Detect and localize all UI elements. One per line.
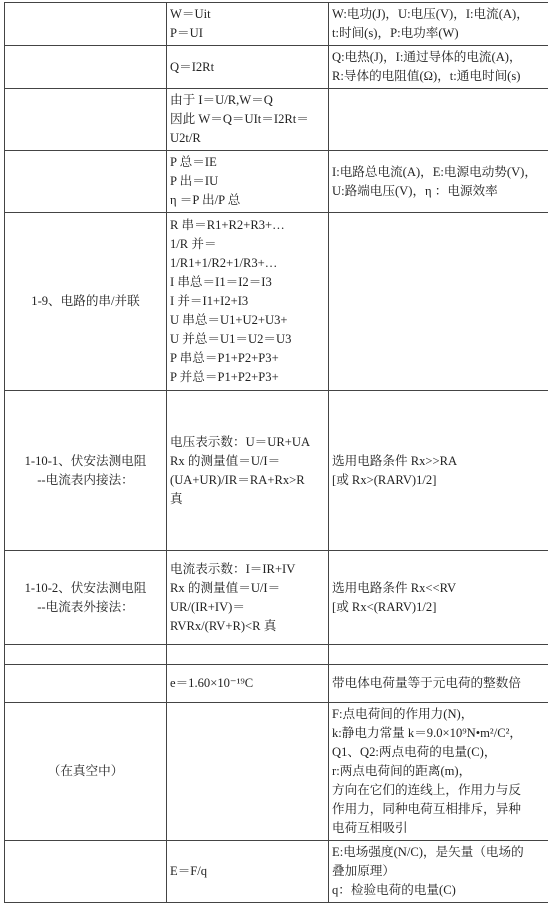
explanation-cell — [329, 665, 548, 703]
formula-table — [4, 2, 548, 903]
topic-cell — [5, 151, 167, 213]
topic-cell — [5, 551, 167, 645]
formula-cell — [167, 151, 329, 213]
formula-cell — [167, 703, 329, 841]
explanation-cell — [329, 645, 548, 665]
table-row — [5, 645, 548, 665]
cell-line: P＝UI — [170, 24, 325, 43]
topic-cell — [5, 703, 167, 841]
cell-line: W＝Uit — [170, 5, 325, 24]
cell-line: P 串总＝P1+P2+P3+ — [170, 349, 325, 368]
cell-line: (UA+UR)/IR＝RA+Rx>R — [170, 471, 325, 490]
cell-line: --电流表内接法： — [8, 471, 163, 490]
cell-line: η ＝P 出/P 总 — [170, 191, 325, 210]
cell-line: W:电功(J)，U:电压(V)，I:电流(A)， — [332, 5, 548, 24]
topic-cell — [5, 665, 167, 703]
cell-line: 电流表示数：I＝IR+IV — [170, 560, 325, 579]
formula-cell — [167, 645, 329, 665]
topic-cell — [5, 213, 167, 391]
cell-line: P 总＝IE — [170, 153, 325, 172]
cell-line: 因此 W＝Q＝UIt＝I2Rt＝ — [170, 110, 325, 129]
cell-line: Q＝I2Rt — [170, 58, 325, 77]
explanation-cell — [329, 151, 548, 213]
topic-cell — [5, 3, 167, 46]
cell-line: E:电场强度(N/C)，是矢量（电场的 — [332, 843, 548, 862]
formula-cell — [167, 89, 329, 151]
cell-line: t:时间(s)，P:电功率(W) — [332, 24, 548, 43]
formula-cell — [167, 551, 329, 645]
table-row — [5, 391, 548, 551]
cell-line: UR/(IR+IV)＝ — [170, 598, 325, 617]
explanation-cell — [329, 841, 548, 903]
cell-line: I 并＝I1+I2+I3 — [170, 292, 325, 311]
cell-line: [或 Rx<(RARV)1/2] — [332, 598, 548, 617]
table-row — [5, 89, 548, 151]
cell-line: U 并总＝U1＝U2＝U3 — [170, 330, 325, 349]
cell-line: I 串总＝I1＝I2＝I3 — [170, 273, 325, 292]
formula-cell — [167, 665, 329, 703]
cell-line: RVRx/(RV+R)<R 真 — [170, 617, 325, 636]
cell-line: R:导体的电阻值(Ω)，t:通电时间(s) — [332, 67, 548, 86]
cell-line: P 并总＝P1+P2+P3+ — [170, 368, 325, 387]
formula-cell — [167, 3, 329, 46]
explanation-cell — [329, 391, 548, 551]
cell-line: Rx 的测量值＝U/I＝ — [170, 579, 325, 598]
formula-cell — [167, 391, 329, 551]
cell-line: k:静电力常量 k＝9.0×10⁹N•m²/C²， — [332, 724, 548, 743]
cell-line: 方向在它们的连线上，作用力与反 — [332, 781, 548, 800]
explanation-cell — [329, 213, 548, 391]
cell-line: F:点电荷间的作用力(N)， — [332, 705, 548, 724]
cell-line: 选用电路条件 Rx<<RV — [332, 579, 548, 598]
cell-line: 1/R1+1/R2+1/R3+… — [170, 254, 325, 273]
topic-cell — [5, 645, 167, 665]
explanation-cell — [329, 46, 548, 89]
table-row — [5, 213, 548, 391]
topic-cell — [5, 391, 167, 551]
formula-cell — [167, 46, 329, 89]
cell-line: q：检验电荷的电量(C) — [332, 881, 548, 900]
cell-line: 1-9、电路的串/并联 — [8, 292, 163, 311]
table-row — [5, 665, 548, 703]
cell-line: r:两点电荷间的距离(m)， — [332, 762, 548, 781]
cell-line: e＝1.60×10⁻¹⁹C — [170, 674, 325, 693]
cell-line: P 出＝IU — [170, 172, 325, 191]
cell-line: --电流表外接法： — [8, 598, 163, 617]
table-row — [5, 3, 548, 46]
cell-line: 作用力，同种电荷互相排斥，异种 — [332, 800, 548, 819]
cell-line: 电荷互相吸引 — [332, 819, 548, 838]
explanation-cell — [329, 703, 548, 841]
table-row — [5, 841, 548, 903]
cell-line: 1/R 并＝ — [170, 235, 325, 254]
formula-cell — [167, 841, 329, 903]
cell-line: E＝F/q — [170, 862, 325, 881]
cell-line: （在真空中） — [8, 762, 163, 781]
cell-line: 真 — [170, 490, 325, 509]
cell-line: 带电体电荷量等于元电荷的整数倍 — [332, 674, 548, 693]
cell-line: Rx 的测量值＝U/I＝ — [170, 452, 325, 471]
cell-line: U2t/R — [170, 129, 325, 148]
cell-line: Q1、Q2:两点电荷的电量(C)， — [332, 743, 548, 762]
topic-cell — [5, 841, 167, 903]
explanation-cell — [329, 3, 548, 46]
cell-line: Q:电热(J)，I:通过导体的电流(A)， — [332, 48, 548, 67]
cell-line: R 串＝R1+R2+R3+… — [170, 216, 325, 235]
cell-line: 1-10-1、伏安法测电阻 — [8, 452, 163, 471]
table-row — [5, 551, 548, 645]
explanation-cell — [329, 551, 548, 645]
cell-line: 1-10-2、伏安法测电阻 — [8, 579, 163, 598]
cell-line: 叠加原理） — [332, 862, 548, 881]
cell-line: 电压表示数：U＝UR+UA — [170, 433, 325, 452]
topic-cell — [5, 46, 167, 89]
table-row — [5, 703, 548, 841]
cell-line: U:路端电压(V)，η ：电源效率 — [332, 182, 548, 201]
table-row — [5, 46, 548, 89]
topic-cell — [5, 89, 167, 151]
cell-line: I:电路总电流(A)，E:电源电动势(V)， — [332, 163, 548, 182]
cell-line: U 串总＝U1+U2+U3+ — [170, 311, 325, 330]
cell-line: [或 Rx>(RARV)1/2] — [332, 471, 548, 490]
cell-line: 选用电路条件 Rx>>RA — [332, 452, 548, 471]
explanation-cell — [329, 89, 548, 151]
cell-line: 由于 I＝U/R,W＝Q — [170, 91, 325, 110]
table-row — [5, 151, 548, 213]
formula-cell — [167, 213, 329, 391]
